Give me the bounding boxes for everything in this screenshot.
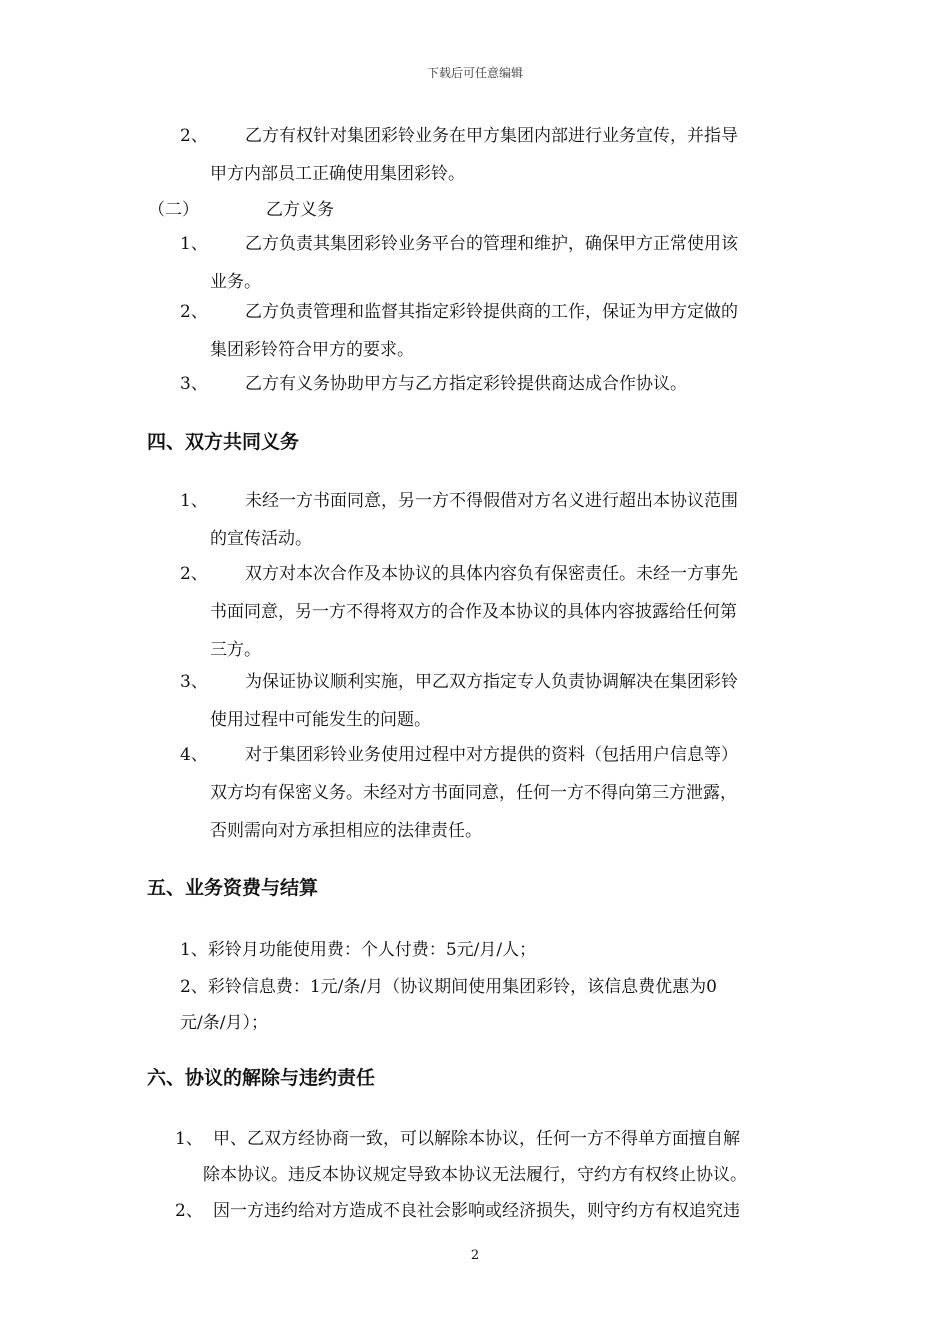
item-text-line: 除本协议。违反本协议规定导致本协议无法履行，守约方有权终止协议。 [203, 1165, 747, 1185]
item-number: 2、 [180, 126, 208, 146]
section-heading: 五、业务资费与结算 [147, 877, 319, 899]
item-text-line: 的宣传活动。 [210, 529, 312, 549]
subsection-number: （二） [148, 200, 199, 220]
section-heading: 六、协议的解除与违约责任 [147, 1067, 376, 1089]
item-number: 3、 [180, 374, 208, 394]
fee-line: 1、彩铃月功能使用费：个人付费：5元/月/人； [180, 940, 537, 960]
item-text-line: 乙方负责其集团彩铃业务平台的管理和维护，确保甲方正常使用该 [245, 234, 738, 254]
item-number: 1、 [180, 491, 208, 511]
item-number: 1、 [175, 1129, 203, 1149]
fee-line: 元/条/月）； [180, 1013, 268, 1033]
item-text-line: 未经一方书面同意，另一方不得假借对方名义进行超出本协议范围 [245, 491, 738, 511]
item-number: 2、 [175, 1201, 203, 1221]
item-number: 1、 [180, 234, 208, 254]
item-text-line: 双方均有保密义务。未经对方书面同意，任何一方不得向第三方泄露， [210, 783, 737, 803]
item-text-line: 甲、乙双方经协商一致，可以解除本协议，任何一方不得单方面擅自解 [213, 1129, 740, 1149]
item-number: 2、 [180, 302, 208, 322]
item-text-line: 乙方有权针对集团彩铃业务在甲方集团内部进行业务宣传，并指导 [245, 126, 738, 146]
item-text-line: 双方对本次合作及本协议的具体内容负有保密责任。未经一方事先 [245, 564, 738, 584]
item-text-line: 甲方内部员工正确使用集团彩铃。 [210, 164, 465, 184]
item-text-line: 否则需向对方承担相应的法律责任。 [210, 821, 482, 841]
item-text-line: 乙方有义务协助甲方与乙方指定彩铃提供商达成合作协议。 [245, 374, 687, 394]
item-text-line: 三方。 [210, 640, 261, 660]
item-text-line: 集团彩铃符合甲方的要求。 [210, 340, 414, 360]
page-number: 2 [470, 1248, 480, 1263]
item-text-line: 乙方负责管理和监督其指定彩铃提供商的工作，保证为甲方定做的 [245, 302, 738, 322]
item-text-line: 因一方违约给对方造成不良社会影响或经济损失，则守约方有权追究违 [213, 1201, 740, 1221]
item-text-line: 书面同意，另一方不得将双方的合作及本协议的具体内容披露给任何第 [210, 602, 737, 622]
item-text-line: 对于集团彩铃业务使用过程中对方提供的资料（包括用户信息等） [245, 745, 738, 765]
page-header: 下载后可任意编辑 [426, 66, 523, 80]
item-text-line: 为保证协议顺利实施，甲乙双方指定专人负责协调解决在集团彩铃 [245, 672, 738, 692]
item-number: 4、 [180, 745, 208, 765]
subsection-title: 乙方义务 [266, 200, 334, 220]
item-text-line: 使用过程中可能发生的问题。 [210, 710, 431, 730]
section-heading: 四、双方共同义务 [147, 431, 300, 453]
item-number: 2、 [180, 564, 208, 584]
fee-line: 2、彩铃信息费：1元/条/月（协议期间使用集团彩铃，该信息费优惠为0 [180, 977, 717, 997]
item-number: 3、 [180, 672, 208, 692]
item-text-line: 业务。 [210, 272, 261, 292]
